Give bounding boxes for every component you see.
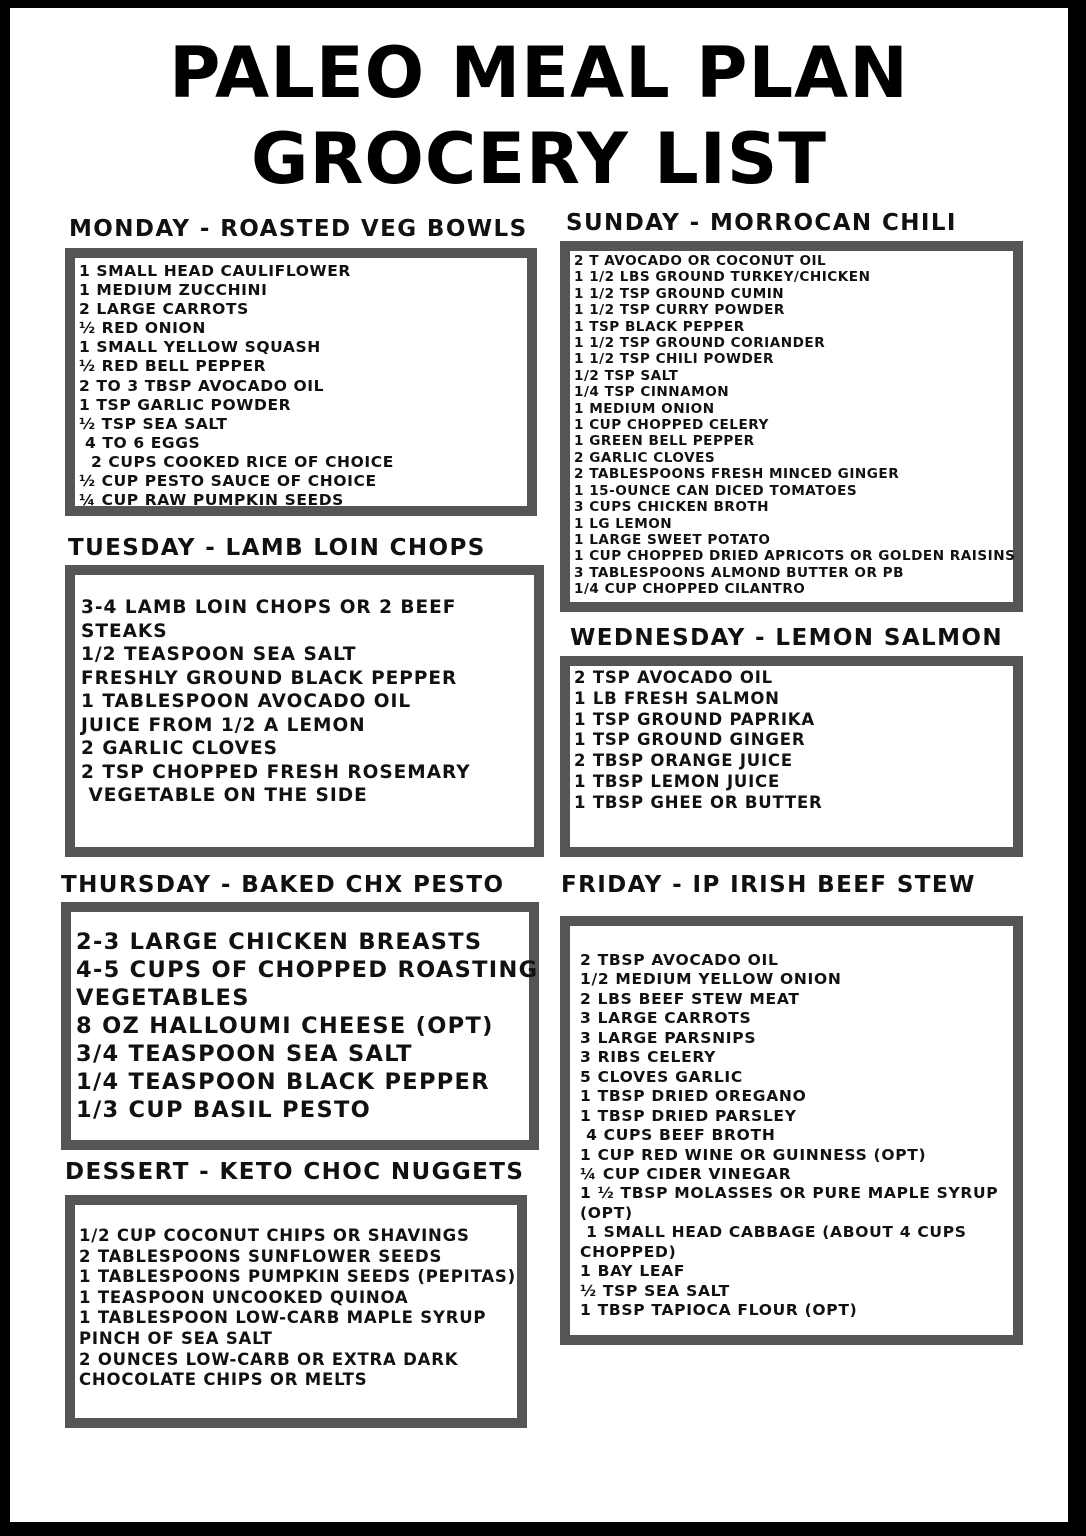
list-item: 2 LBS BEEF STEW MEAT xyxy=(580,989,800,1008)
dessert-ingredients-box xyxy=(65,1195,527,1428)
list-item: JUICE FROM 1/2 A LEMON xyxy=(81,714,366,736)
list-item: 2 GARLIC CLOVES xyxy=(574,449,716,466)
list-item: 1 MEDIUM ZUCCHINI xyxy=(79,281,268,300)
list-item: 3 RIBS CELERY xyxy=(580,1048,717,1067)
list-item: 2 T AVOCADO OR COCONUT OIL xyxy=(574,253,827,269)
list-item: 1 1/2 TSP CURRY POWDER xyxy=(574,302,785,319)
list-item: ½ RED ONION xyxy=(79,319,206,338)
list-item: 3 TABLESPOONS ALMOND BUTTER OR PB xyxy=(574,564,904,581)
list-item: 1 1/2 LBS GROUND TURKEY/CHICKEN xyxy=(574,269,871,286)
list-item: 4 CUPS BEEF BROTH xyxy=(580,1126,776,1145)
list-item: 1/2 CUP COCONUT CHIPS OR SHAVINGS xyxy=(79,1226,470,1245)
title-line-2: GROCERY LIST xyxy=(251,118,827,200)
list-item: CHOPPED) xyxy=(580,1242,677,1261)
list-item: 8 OZ HALLOUMI CHEESE (OPT) xyxy=(76,1013,494,1039)
list-item: ½ TSP SEA SALT xyxy=(79,414,228,433)
list-item: 1/2 MEDIUM YELLOW ONION xyxy=(580,970,842,989)
list-item: 1 SMALL HEAD CAULIFLOWER xyxy=(79,262,351,280)
list-item: 1 CUP RED WINE OR GUINNESS (OPT) xyxy=(580,1145,927,1164)
list-item: 1/4 TSP CINNAMON xyxy=(574,384,730,401)
thursday-ingredient-list xyxy=(76,928,538,1124)
friday-heading: FRIDAY - IP IRISH BEEF STEW xyxy=(561,872,976,898)
thursday-ingredients-box xyxy=(61,902,539,1150)
tuesday-ingredient-list xyxy=(81,596,471,808)
list-item: CHOCOLATE CHIPS OR MELTS xyxy=(79,1370,368,1390)
list-item: 1 TBSP DRIED OREGANO xyxy=(580,1087,807,1106)
wednesday-ingredient-list xyxy=(574,668,823,814)
list-item: 3 CUPS CHICKEN BROTH xyxy=(574,499,770,516)
list-item: 1/2 TEASPOON SEA SALT xyxy=(81,644,357,665)
list-item: ½ RED BELL PEPPER xyxy=(79,357,267,376)
list-item: ½ TSP SEA SALT xyxy=(580,1281,730,1300)
list-item: 1 TSP GROUND PAPRIKA xyxy=(574,709,815,729)
list-item: 1 BAY LEAF xyxy=(580,1262,686,1281)
monday-ingredient-list xyxy=(79,262,394,510)
list-item: 1 15-OUNCE CAN DICED TOMATOES xyxy=(574,482,858,499)
list-item: 1 1/2 TSP GROUND CUMIN xyxy=(574,285,785,302)
grocery-list-page xyxy=(10,8,1068,1522)
dessert-ingredient-list xyxy=(79,1226,516,1391)
list-item: VEGETABLE ON THE SIDE xyxy=(81,785,368,806)
list-item: 1 TBSP GHEE OR BUTTER xyxy=(574,792,823,812)
list-item: 3 LARGE PARSNIPS xyxy=(580,1028,757,1047)
list-item: 1/4 TEASPOON BLACK PEPPER xyxy=(76,1069,490,1095)
tuesday-ingredients-box xyxy=(65,565,544,857)
list-item: 1 CUP CHOPPED DRIED APRICOTS OR GOLDEN RAISINS xyxy=(574,548,1016,565)
list-item: 2 CUPS COOKED RICE OF CHOICE xyxy=(79,452,394,471)
list-item: 1 TBSP LEMON JUICE xyxy=(574,771,781,791)
list-item: 1/2 TSP SALT xyxy=(574,367,679,384)
sunday-ingredient-list xyxy=(574,253,1015,598)
list-item: 1/3 CUP BASIL PESTO xyxy=(76,1097,372,1123)
thursday-heading: THURSDAY - BAKED CHX PESTO xyxy=(61,872,505,898)
list-item: 2 TO 3 TBSP AVOCADO OIL xyxy=(79,376,325,395)
title-line-1: PALEO MEAL PLAN xyxy=(169,32,909,114)
list-item: 1 TSP GROUND GINGER xyxy=(574,730,806,750)
list-item: 4 TO 6 EGGS xyxy=(79,433,201,452)
list-item: ½ CUP PESTO SAUCE OF CHOICE xyxy=(79,472,377,491)
list-item: 2 OUNCES LOW-CARB OR EXTRA DARK xyxy=(79,1349,459,1369)
list-item: 1 ½ TBSP MOLASSES OR PURE MAPLE SYRUP xyxy=(580,1184,999,1203)
list-item: 3-4 LAMB LOIN CHOPS OR 2 BEEF xyxy=(81,597,457,618)
list-item: 2 LARGE CARROTS xyxy=(79,300,249,319)
list-item: 2-3 LARGE CHICKEN BREASTS xyxy=(76,929,483,955)
list-item: 1 MEDIUM ONION xyxy=(574,400,715,417)
list-item: 2 TBSP AVOCADO OIL xyxy=(580,951,779,969)
list-item: 1 LG LEMON xyxy=(574,515,673,532)
sunday-ingredients-box xyxy=(560,241,1023,612)
list-item: PINCH OF SEA SALT xyxy=(79,1328,273,1348)
list-item: 1 1/2 TSP GROUND CORIANDER xyxy=(574,335,826,352)
list-item: 1/4 CUP CHOPPED CILANTRO xyxy=(574,581,806,598)
list-item: VEGETABLES xyxy=(76,985,250,1011)
list-item: ¼ CUP RAW PUMPKIN SEEDS xyxy=(79,491,344,510)
list-item: 1 GREEN BELL PEPPER xyxy=(574,433,755,450)
list-item: 1 TSP GARLIC POWDER xyxy=(79,395,292,414)
list-item: 1 LARGE SWEET POTATO xyxy=(574,531,771,548)
monday-heading: MONDAY - ROASTED VEG BOWLS xyxy=(69,216,528,242)
list-item: 2 GARLIC CLOVES xyxy=(81,738,278,759)
list-item: STEAKS xyxy=(81,620,168,642)
list-item: 5 CLOVES GARLIC xyxy=(580,1067,743,1086)
list-item: 1 TSP BLACK PEPPER xyxy=(574,318,745,335)
monday-ingredients-box xyxy=(65,248,537,516)
list-item: 2 TABLESPOONS SUNFLOWER SEEDS xyxy=(79,1246,443,1266)
list-item: 1 1/2 TSP CHILI POWDER xyxy=(574,351,774,368)
list-item: 1 SMALL YELLOW SQUASH xyxy=(79,338,321,357)
list-item: 1 TABLESPOONS PUMPKIN SEEDS (PEPITAS) xyxy=(79,1267,516,1287)
list-item: 3 LARGE CARROTS xyxy=(580,1009,752,1028)
list-item: 1 TEASPOON UNCOOKED QUINOA xyxy=(79,1287,409,1307)
friday-ingredients-box xyxy=(560,916,1023,1345)
list-item: 3/4 TEASPOON SEA SALT xyxy=(76,1041,413,1067)
list-item: 1 TABLESPOON AVOCADO OIL xyxy=(81,691,412,712)
friday-ingredient-list xyxy=(580,951,998,1321)
list-item: ¼ CUP CIDER VINEGAR xyxy=(580,1164,792,1183)
list-item: 1 TABLESPOON LOW-CARB MAPLE SYRUP xyxy=(79,1308,487,1328)
sunday-heading: SUNDAY - MORROCAN CHILI xyxy=(566,210,957,236)
dessert-heading: DESSERT - KETO CHOC NUGGETS xyxy=(65,1159,525,1185)
list-item: 4-5 CUPS OF CHOPPED ROASTING xyxy=(76,957,539,983)
list-item: 1 CUP CHOPPED CELERY xyxy=(574,417,769,434)
list-item: 1 TBSP DRIED PARSLEY xyxy=(580,1106,797,1125)
wednesday-ingredients-box xyxy=(560,656,1023,857)
list-item: 2 TABLESPOONS FRESH MINCED GINGER xyxy=(574,466,900,483)
wednesday-heading: WEDNESDAY - LEMON SALMON xyxy=(570,625,1003,651)
list-item: FRESHLY GROUND BLACK PEPPER xyxy=(81,667,458,689)
list-item: 1 TBSP TAPIOCA FLOUR (OPT) xyxy=(580,1301,858,1320)
list-item: 1 SMALL HEAD CABBAGE (ABOUT 4 CUPS xyxy=(580,1223,967,1242)
list-item: 2 TSP CHOPPED FRESH ROSEMARY xyxy=(81,761,471,783)
list-item: 2 TSP AVOCADO OIL xyxy=(574,668,773,687)
list-item: 2 TBSP ORANGE JUICE xyxy=(574,751,793,771)
list-item: 1 LB FRESH SALMON xyxy=(574,688,780,708)
tuesday-heading: TUESDAY - LAMB LOIN CHOPS xyxy=(68,535,486,561)
list-item: (OPT) xyxy=(580,1203,633,1222)
